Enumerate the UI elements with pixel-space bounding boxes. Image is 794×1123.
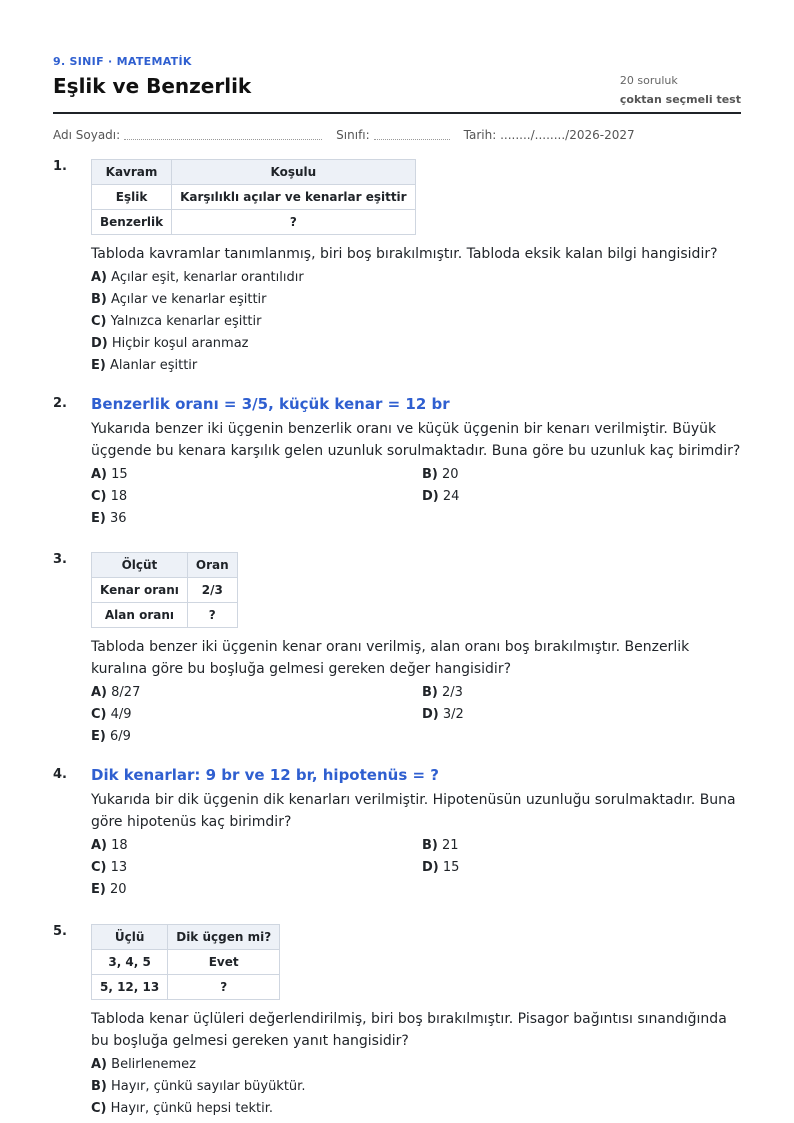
option-b[interactable]: B) 20 [422, 467, 459, 482]
name-label: Adı Soyadı: [53, 128, 121, 142]
option-c[interactable]: C) 13 [91, 860, 128, 875]
table-cell: Benzerlik [92, 210, 172, 235]
answer-options [91, 835, 741, 901]
option-e[interactable]: E) 20 [91, 882, 127, 897]
table-cell: Kenar oranı [92, 578, 188, 603]
option-c[interactable]: C) 4/9 [91, 707, 132, 722]
option-e[interactable]: E) 6/9 [91, 729, 131, 744]
test-meta [620, 71, 741, 109]
question-title: Dik kenarlar: 9 br ve 12 br, hipotenüs = ? [91, 766, 439, 784]
table-cell: Kavram [92, 160, 172, 185]
question-text: Yukarıda bir dik üçgenin dik kenarları verilmiştir. Hipotenüsün uzunluğu sorulmaktadır. Buna göre hipotenüs kaç birimdir? [91, 792, 736, 830]
table-cell: ? [168, 975, 280, 1000]
table-row [92, 160, 416, 185]
question-number: 3. [53, 552, 67, 567]
option-a[interactable]: A) 18 [91, 838, 128, 853]
table-row [92, 553, 238, 578]
page-title: Eşlik ve Benzerlik [53, 74, 252, 98]
table-row [92, 210, 416, 235]
table-row [92, 925, 280, 950]
table-cell: Eşlik [92, 185, 172, 210]
question-count: 20 soruluk [619, 74, 678, 87]
table-cell: ? [187, 603, 237, 628]
table-cell: Karşılıklı açılar ve kenarlar eşittir [172, 185, 416, 210]
student-info-row [53, 126, 741, 142]
table-cell: Alan oranı [92, 603, 188, 628]
option-a[interactable]: A) 8/27 [91, 685, 141, 700]
table-row [92, 578, 238, 603]
answer-options [91, 464, 741, 530]
question-3 [53, 552, 741, 748]
question-title: Benzerlik oranı = 3/5, küçük kenar = 12 br [91, 395, 450, 413]
question-1 [53, 159, 741, 377]
option-d[interactable]: D) 15 [422, 860, 460, 875]
question-text: Tabloda benzer iki üçgenin kenar oranı verilmiş, alan oranı boş bırakılmıştır. Benzerlik kuralına göre bu boşluğa gelmesi gereken değer hangisidir? [91, 639, 690, 677]
test-type: çoktan seçmeli test [619, 93, 741, 106]
option-a[interactable]: A) 15 [91, 467, 128, 482]
question-number: 2. [53, 396, 67, 411]
question-2 [53, 394, 741, 530]
question-table [91, 552, 238, 628]
table-cell: 2/3 [187, 578, 237, 603]
header [53, 0, 741, 114]
question-table [91, 924, 280, 1000]
option-b[interactable]: B) Hayır, çünkü sayılar büyüktür. [91, 1079, 306, 1094]
class-label: Sınıfı: [336, 128, 370, 142]
table-cell: 5, 12, 13 [92, 975, 168, 1000]
table-cell: Evet [168, 950, 280, 975]
question-number: 1. [53, 159, 67, 174]
table-row [92, 950, 280, 975]
table-row [92, 975, 280, 1000]
question-text: Tabloda kenar üçlüleri değerlendirilmiş, biri boş bırakılmıştır. Pisagor bağıntısı sınandığında bu boşluğa gelmesi gereken yanıt hangisidir? [91, 1011, 727, 1049]
answer-options [91, 267, 741, 377]
option-e[interactable]: E) Alanlar eşittir [91, 358, 198, 373]
answer-options [91, 1054, 741, 1120]
option-b[interactable]: B) Açılar ve kenarlar eşittir [91, 292, 267, 307]
option-d[interactable]: D) Hiçbir koşul aranmaz [91, 336, 249, 351]
option-a[interactable]: A) Açılar eşit, kenarlar orantılıdır [91, 270, 304, 285]
subject-label: 9. SINIF · MATEMATİK [53, 55, 192, 68]
option-c[interactable]: C) Yalnızca kenarlar eşittir [91, 314, 262, 329]
table-cell: 3, 4, 5 [92, 950, 168, 975]
option-c[interactable]: C) Hayır, çünkü hepsi tektir. [91, 1101, 274, 1116]
option-d[interactable]: D) 24 [422, 489, 460, 504]
date-field[interactable]: Tarih: ......../......../2026-2027 [463, 128, 635, 142]
question-text: Yukarıda benzer iki üçgenin benzerlik oranı ve küçük üçgenin bir kenarı verilmiştir. Büyük üçgende bu kenara karşılık gelen uzunluk sorulmaktadır. Buna göre bu uzunluk kaç birimdir? [91, 421, 741, 459]
table-cell: Koşulu [172, 160, 416, 185]
question-text: Tabloda kavramlar tanımlanmış, biri boş bırakılmıştır. Tabloda eksik kalan bilgi hangisidir? [91, 246, 718, 262]
option-c[interactable]: C) 18 [91, 489, 128, 504]
class-field[interactable] [374, 128, 450, 140]
question-number: 4. [53, 767, 67, 782]
question-table [91, 159, 416, 235]
answer-options [91, 682, 741, 748]
table-cell: Dik üçgen mi? [168, 925, 280, 950]
question-4 [53, 765, 741, 901]
table-cell: ? [172, 210, 416, 235]
option-a[interactable]: A) Belirlenemez [91, 1057, 196, 1072]
question-5 [53, 924, 741, 1120]
table-cell: Ölçüt [92, 553, 188, 578]
table-row [92, 185, 416, 210]
name-field[interactable] [124, 128, 322, 140]
table-cell: Üçlü [92, 925, 168, 950]
option-e[interactable]: E) 36 [91, 511, 127, 526]
table-cell: Oran [187, 553, 237, 578]
option-d[interactable]: D) 3/2 [422, 707, 464, 722]
question-number: 5. [53, 924, 67, 939]
table-row [92, 603, 238, 628]
option-b[interactable]: B) 21 [422, 838, 459, 853]
option-b[interactable]: B) 2/3 [422, 685, 463, 700]
